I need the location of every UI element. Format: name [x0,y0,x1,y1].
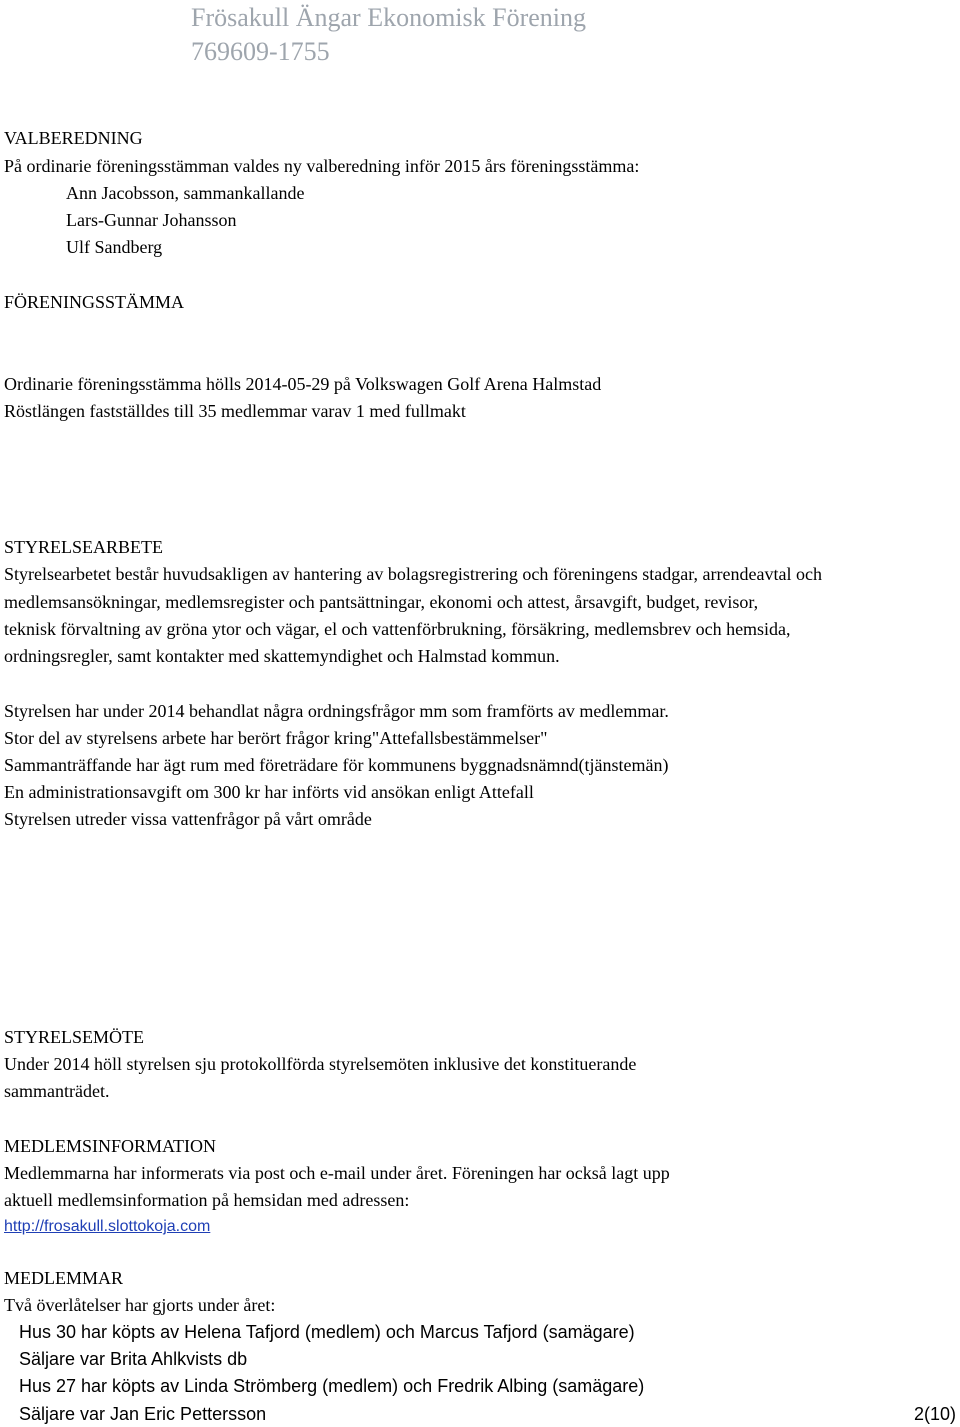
medlemsinformation-line: Medlemmarna har informerats via post och e-mail under året. Föreningen har också lagt upp [4,1163,670,1183]
section-heading-styrelsemote: STYRELSEMÖTE [4,1027,145,1047]
document-title: Frösakull Ängar Ekonomisk Förening [191,3,587,32]
website-link[interactable]: http://frosakull.slottokoja.com [4,1218,211,1235]
valberedning-member: Ann Jacobsson, sammankallande [66,183,305,203]
styrelsearbete-line: teknisk förvaltning av gröna ytor och vägar, el och vattenförbrukning, försäkring, medlemsbrev och hemsida, [4,619,791,639]
styrelsearbete-line: medlemsansökningar, medlemsregister och pantsättningar, ekonomi och attest, årsavgift, budget, revisor, [4,592,759,612]
page-number: 2(10) [913,1404,956,1424]
section-heading-medlemmar: MEDLEMMAR [4,1268,124,1288]
styrelsemote-line: sammanträdet. [4,1081,110,1101]
foreningsstamma-line: Ordinarie föreningsstämma hölls 2014-05-29 på Volkswagen Golf Arena Halmstad [4,374,602,394]
organization-number: 769609-1755 [191,37,330,66]
styrelsemote-line: Under 2014 höll styrelsen sju protokollförda styrelsemöten inklusive det konstituerande [4,1054,637,1074]
foreningsstamma-line: Röstlängen fastställdes till 35 medlemmar varav 1 med fullmakt [4,401,466,421]
section-heading-valberedning: VALBEREDNING [4,128,143,148]
medlemmar-item: Hus 30 har köpts av Helena Tafjord (medlem) och Marcus Tafjord (samägare) [19,1322,635,1342]
valberedning-text: På ordinarie föreningsstämman valdes ny valberedning inför 2015 års föreningsstämma: [4,156,640,176]
styrelsearbete-line: En administrationsavgift om 300 kr har införts vid ansökan enligt Attefall [4,782,534,802]
section-heading-medlemsinformation: MEDLEMSINFORMATION [4,1136,217,1156]
styrelsearbete-line: Sammanträffande har ägt rum med företrädare för kommunens byggnadsnämnd(tjänstemän) [4,755,669,775]
section-heading-foreningsstamma: FÖRENINGSSTÄMMA [4,292,185,312]
medlemmar-item: Säljare var Jan Eric Pettersson [19,1404,267,1424]
styrelsearbete-line: Styrelsen har under 2014 behandlat några ordningsfrågor mm som framförts av medlemmar. [4,701,669,721]
section-heading-styrelsearbete: STYRELSEARBETE [4,537,164,557]
medlemmar-item: Säljare var Brita Ahlkvists db [19,1349,248,1369]
medlemmar-intro: Två överlåtelser har gjorts under året: [4,1295,276,1315]
valberedning-member: Ulf Sandberg [66,237,163,257]
medlemmar-item: Hus 27 har köpts av Linda Strömberg (medlem) och Fredrik Albing (samägare) [19,1376,645,1396]
styrelsearbete-line: Styrelsen utreder vissa vattenfrågor på vårt område [4,809,372,829]
styrelsearbete-line: Styrelsearbetet består huvudsakligen av hantering av bolagsregistrering och föreningens stadgar, arrendeavtal och [4,564,822,584]
styrelsearbete-line: ordningsregler, samt kontakter med skattemyndighet och Halmstad kommun. [4,646,560,666]
valberedning-member: Lars-Gunnar Johansson [66,210,237,230]
styrelsearbete-line: Stor del av styrelsens arbete har berört frågor kring"Attefallsbestämmelser" [4,728,548,748]
medlemsinformation-line: aktuell medlemsinformation på hemsidan med adressen: [4,1190,410,1210]
